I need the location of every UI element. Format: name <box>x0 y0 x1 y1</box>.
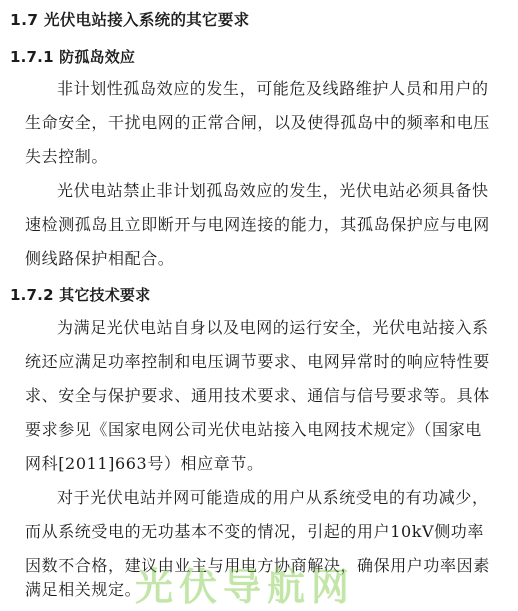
paragraph-line: 侧线路保护相配合。 <box>25 249 175 268</box>
paragraph-line: 满足相关规定。 <box>25 580 142 599</box>
paragraph-line: 生命安全，干扰电网的正常合闸，以及使得孤岛中的频率和电压 <box>25 113 490 132</box>
paragraph-line: 统还应满足功率控制和电压调节要求、电网异常时的响应特性要 <box>25 352 490 371</box>
site-watermark: 光伏导航网 <box>135 565 356 609</box>
subsection-title-other-requirements: 1.7.2 其它技术要求 <box>10 286 151 304</box>
paragraph-line: 要求参见《国家电网公司光伏电站接入电网技术规定》（国家电 <box>25 420 482 439</box>
paragraph-line: 网科[2011]663号）相应章节。 <box>25 454 264 473</box>
paragraph-line: 光伏电站禁止非计划孤岛效应的发生，光伏电站必须具备快 <box>57 181 489 200</box>
subsection-title-anti-islanding: 1.7.1 防孤岛效应 <box>10 48 136 66</box>
section-title: 1.7 光伏电站接入系统的其它要求 <box>10 11 250 29</box>
paragraph-line: 求、安全与保护要求、通用技术要求、通信与信号要求等。具体 <box>25 386 490 405</box>
paragraph-line: 而从系统受电的无功基本不变的情况，引起的用户10kV侧功率 <box>25 522 485 541</box>
paragraph-line: 失去控制。 <box>25 147 109 166</box>
paragraph-line: 非计划性孤岛效应的发生，可能危及线路维护人员和用户的 <box>57 79 489 98</box>
paragraph-line: 速检测孤岛且立即断开与电网连接的能力，其孤岛保护应与电网 <box>25 215 490 234</box>
paragraph-line: 为满足光伏电站自身以及电网的运行安全，光伏电站接入系 <box>57 318 489 337</box>
paragraph-line: 对于光伏电站并网可能造成的用户从系统受电的有功减少， <box>57 488 489 507</box>
paragraph-line: 因数不合格，建议由业主与用电方协商解决，确保用户功率因素 <box>25 556 490 575</box>
